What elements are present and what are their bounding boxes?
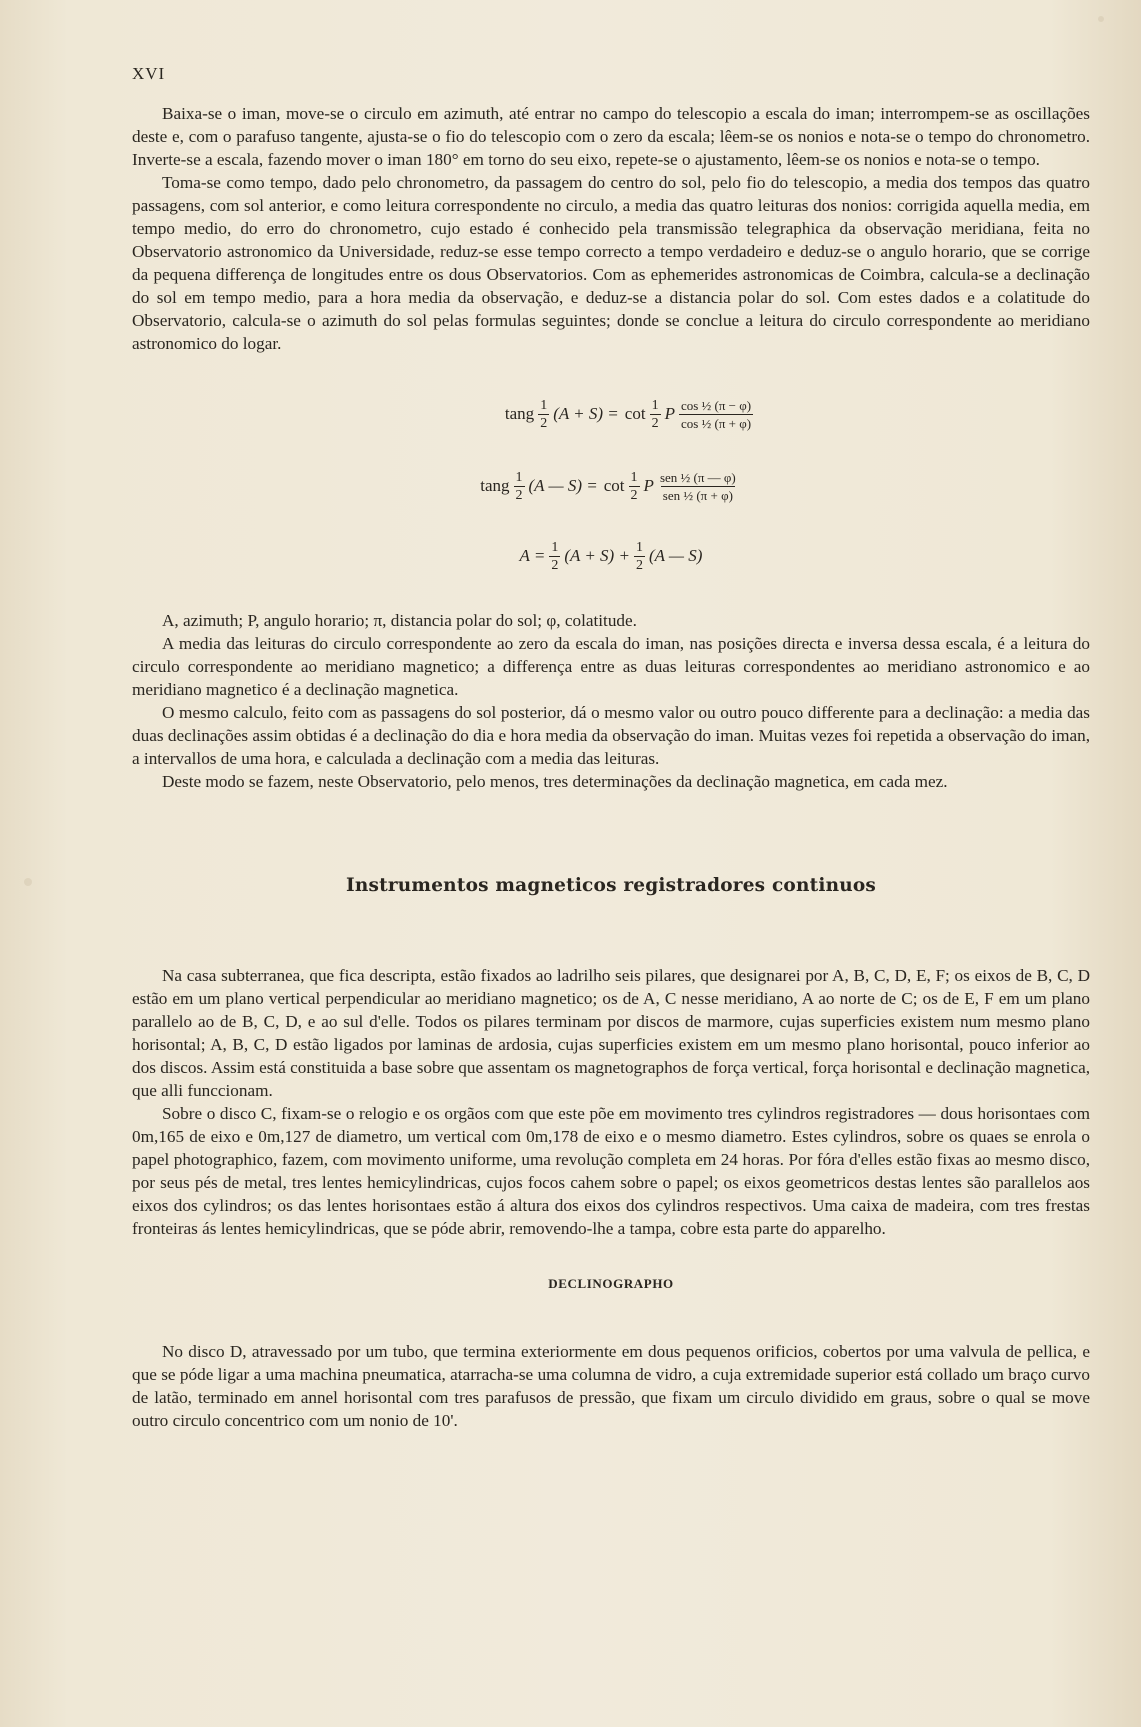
formula-term: (A + S) + <box>564 546 630 565</box>
paragraph: Toma-se como tempo, dado pelo chronometro, da passagem do centro do sol, pelo fio do telescopio, a media dos tempos das quatro passagens, com sol anterior, e como leitura correspondente no circulo, a media das quatro leituras dos nonios: corrigida aquella media, em tempo medio, do erro do chronometro, cujo estado é conhecido pela transmissão telegraphica da observação meridiana, feita no Observatorio astronomico da Universidade, reduz-se esse tempo correcto a tempo verdadeiro e deduz-se o angulo horario, que se corrige da pequena differença de longitudes entre os dous Observatorios. Com as ephemerides astronomicas de Coimbra, calcula-se a declinação do sol em tempo medio, para a hora media da observação, e deduz-se a distancia polar do sol. Com estes dados e a colatitude do Observatorio, calcula-se o azimuth do sol pelas formulas seguintes; donde se conclue a leitura do circulo correspondente ao meridiano astronomico do logar. <box>132 173 1090 353</box>
cot-label: cot <box>624 404 646 423</box>
formula-term: P <box>664 404 675 423</box>
cot-label: cot <box>603 476 625 495</box>
fraction-half: $\frac{1}{2}$ <box>551 539 559 573</box>
formula-term: A = <box>519 546 546 565</box>
paper-stain <box>24 878 32 886</box>
tang-label: tang <box>504 404 535 423</box>
formula-term: P <box>643 476 654 495</box>
paragraph: O mesmo calculo, feito com as passagens do sol posterior, dá o mesmo valor ou outro pouco differente para a declinação: a media das duas declinações assim obtidas é a declinação do dia e hora media da observação do iman. Muitas vezes foi repetida a observação do iman, a intervallos de uma hora, e calculada a declinação com a media das leituras. <box>132 703 1090 768</box>
page-content <box>132 64 1090 1432</box>
page-number: XVI <box>132 64 166 83</box>
fraction-half: $\frac{1}{2}$ <box>630 469 638 503</box>
section-title: Instrumentos magneticos registradores continuos <box>345 875 877 896</box>
fraction-half: $\frac{1}{2}$ <box>635 539 643 573</box>
formula-term: (A — S) <box>648 546 703 565</box>
formula-term: (A — S) = <box>528 476 598 495</box>
formula-tang-diff <box>132 457 1090 515</box>
paragraph: Deste modo se fazem, neste Observatorio, pelo menos, tres determinações da declinação magnetica, em cada mez. <box>162 772 948 791</box>
subsection-title: DECLINOGRAPHO <box>548 1276 674 1291</box>
fraction-half: $\frac{1}{2}$ <box>540 397 548 431</box>
fraction-sen: $\frac{\text{sen ½ (π — φ)}}{\text{sen ½ (π + φ)}}$ <box>659 469 736 503</box>
paragraph: Sobre o disco C, fixam-se o relogio e os orgãos com que este põe em movimento tres cylindros registradores — dous horisontaes com 0m,165 de eixo e 0m,127 de diametro, um vertical com 0m,178 de eixo e o mesmo diametro. Estes cylindros, sobre os quaes se enrola o papel photographico, fazem, com movimento uniforme, uma revolução completa em 24 horas. Por fóra d'elles estão fixas ao mesmo disco, por seus pés de metal, tres lentes hemicylindricas, cujos focos cahem sobre o papel; os eixos geometricos destas lentes são parallelos aos eixos dos cylindros; os das lentes horisontaes estão á altura dos eixos dos cylindros respectivos. Uma caixa de madeira, com tres frestas fronteiras ás lentes hemicylindricas, que se póde abrir, removendo-lhe a tampa, cobre esta parte do apparelho. <box>132 1104 1090 1238</box>
fraction-cos: $\frac{\text{cos ½ (π − φ)}}{\text{cos ½ (π + φ)}}$ <box>680 397 752 431</box>
formula-term: (A + S) = <box>553 404 619 423</box>
paragraph: No disco D, atravessado por um tubo, que termina exteriormente em dous pequenos orificios, cobertos por uma valvula de pellica, e que se póde ligar a uma machina pneumatica, atarracha-se uma columna de vidro, a cuja extremidade superior está collado um braço curvo de latão, terminado em annel horisontal com tres parafusos de pressão, que fixam um circulo dividido em graus, sobre o qual se move outro circulo concentrico com um nonio de 10'. <box>132 1342 1090 1430</box>
paragraph: Na casa subterranea, que fica descripta, estão fixados ao ladrilho seis pilares, que designarei por A, B, C, D, E, F; os eixos de B, C, D estão em um plano vertical perpendicular ao meridiano magnetico; os de A, C nesse meridiano, A ao norte de C; os de E, F em um plano parallelo ao de B, C, D, e ao sul d'elle. Todos os pilares terminam por discos de marmore, cujas superficies existem num mesmo plano horisontal; A, B, C, D estão ligados por laminas de ardosia, cujas superficies existem em um mesmo plano horisontal, pouco inferior ao dos discos. Assim está constituida a base sobre que assentam os magnetographos de força vertical, força horisontal e declinação magnetica, que alli funccionam. <box>132 966 1090 1100</box>
paragraph: A media das leituras do circulo correspondente ao zero da escala do iman, nas posições directa e inversa dessa escala, é a leitura do circulo correspondente ao meridiano magnetico; a differença entre as duas leituras correspondentes ao meridiano astronomico e ao meridiano magnetico é a declinação magnetica. <box>132 634 1090 699</box>
paper-stain <box>1098 16 1104 22</box>
fraction-half: $\frac{1}{2}$ <box>651 397 659 431</box>
paragraph: Baixa-se o iman, move-se o circulo em azimuth, até entrar no campo do telescopio a escala do iman; interrompem-se as oscillações deste e, com o parafuso tangente, ajusta-se o fio do telescopio com o zero da escala; lêem-se os nonios e nota-se o tempo do chronometro. Inverte-se a escala, fazendo mover o iman 180° em torno do seu eixo, repete-se o ajustamento, lêem-se os nonios e nota-se o tempo. <box>132 104 1090 169</box>
fraction-half: $\frac{1}{2}$ <box>515 469 523 503</box>
formula-block <box>132 385 1090 585</box>
formula-tang-sum <box>132 385 1090 443</box>
definitions: A, azimuth; P, angulo horario; π, distancia polar do sol; φ, colatitude. <box>162 611 637 630</box>
formula-azimuth <box>132 527 1090 585</box>
tang-label: tang <box>480 476 510 495</box>
